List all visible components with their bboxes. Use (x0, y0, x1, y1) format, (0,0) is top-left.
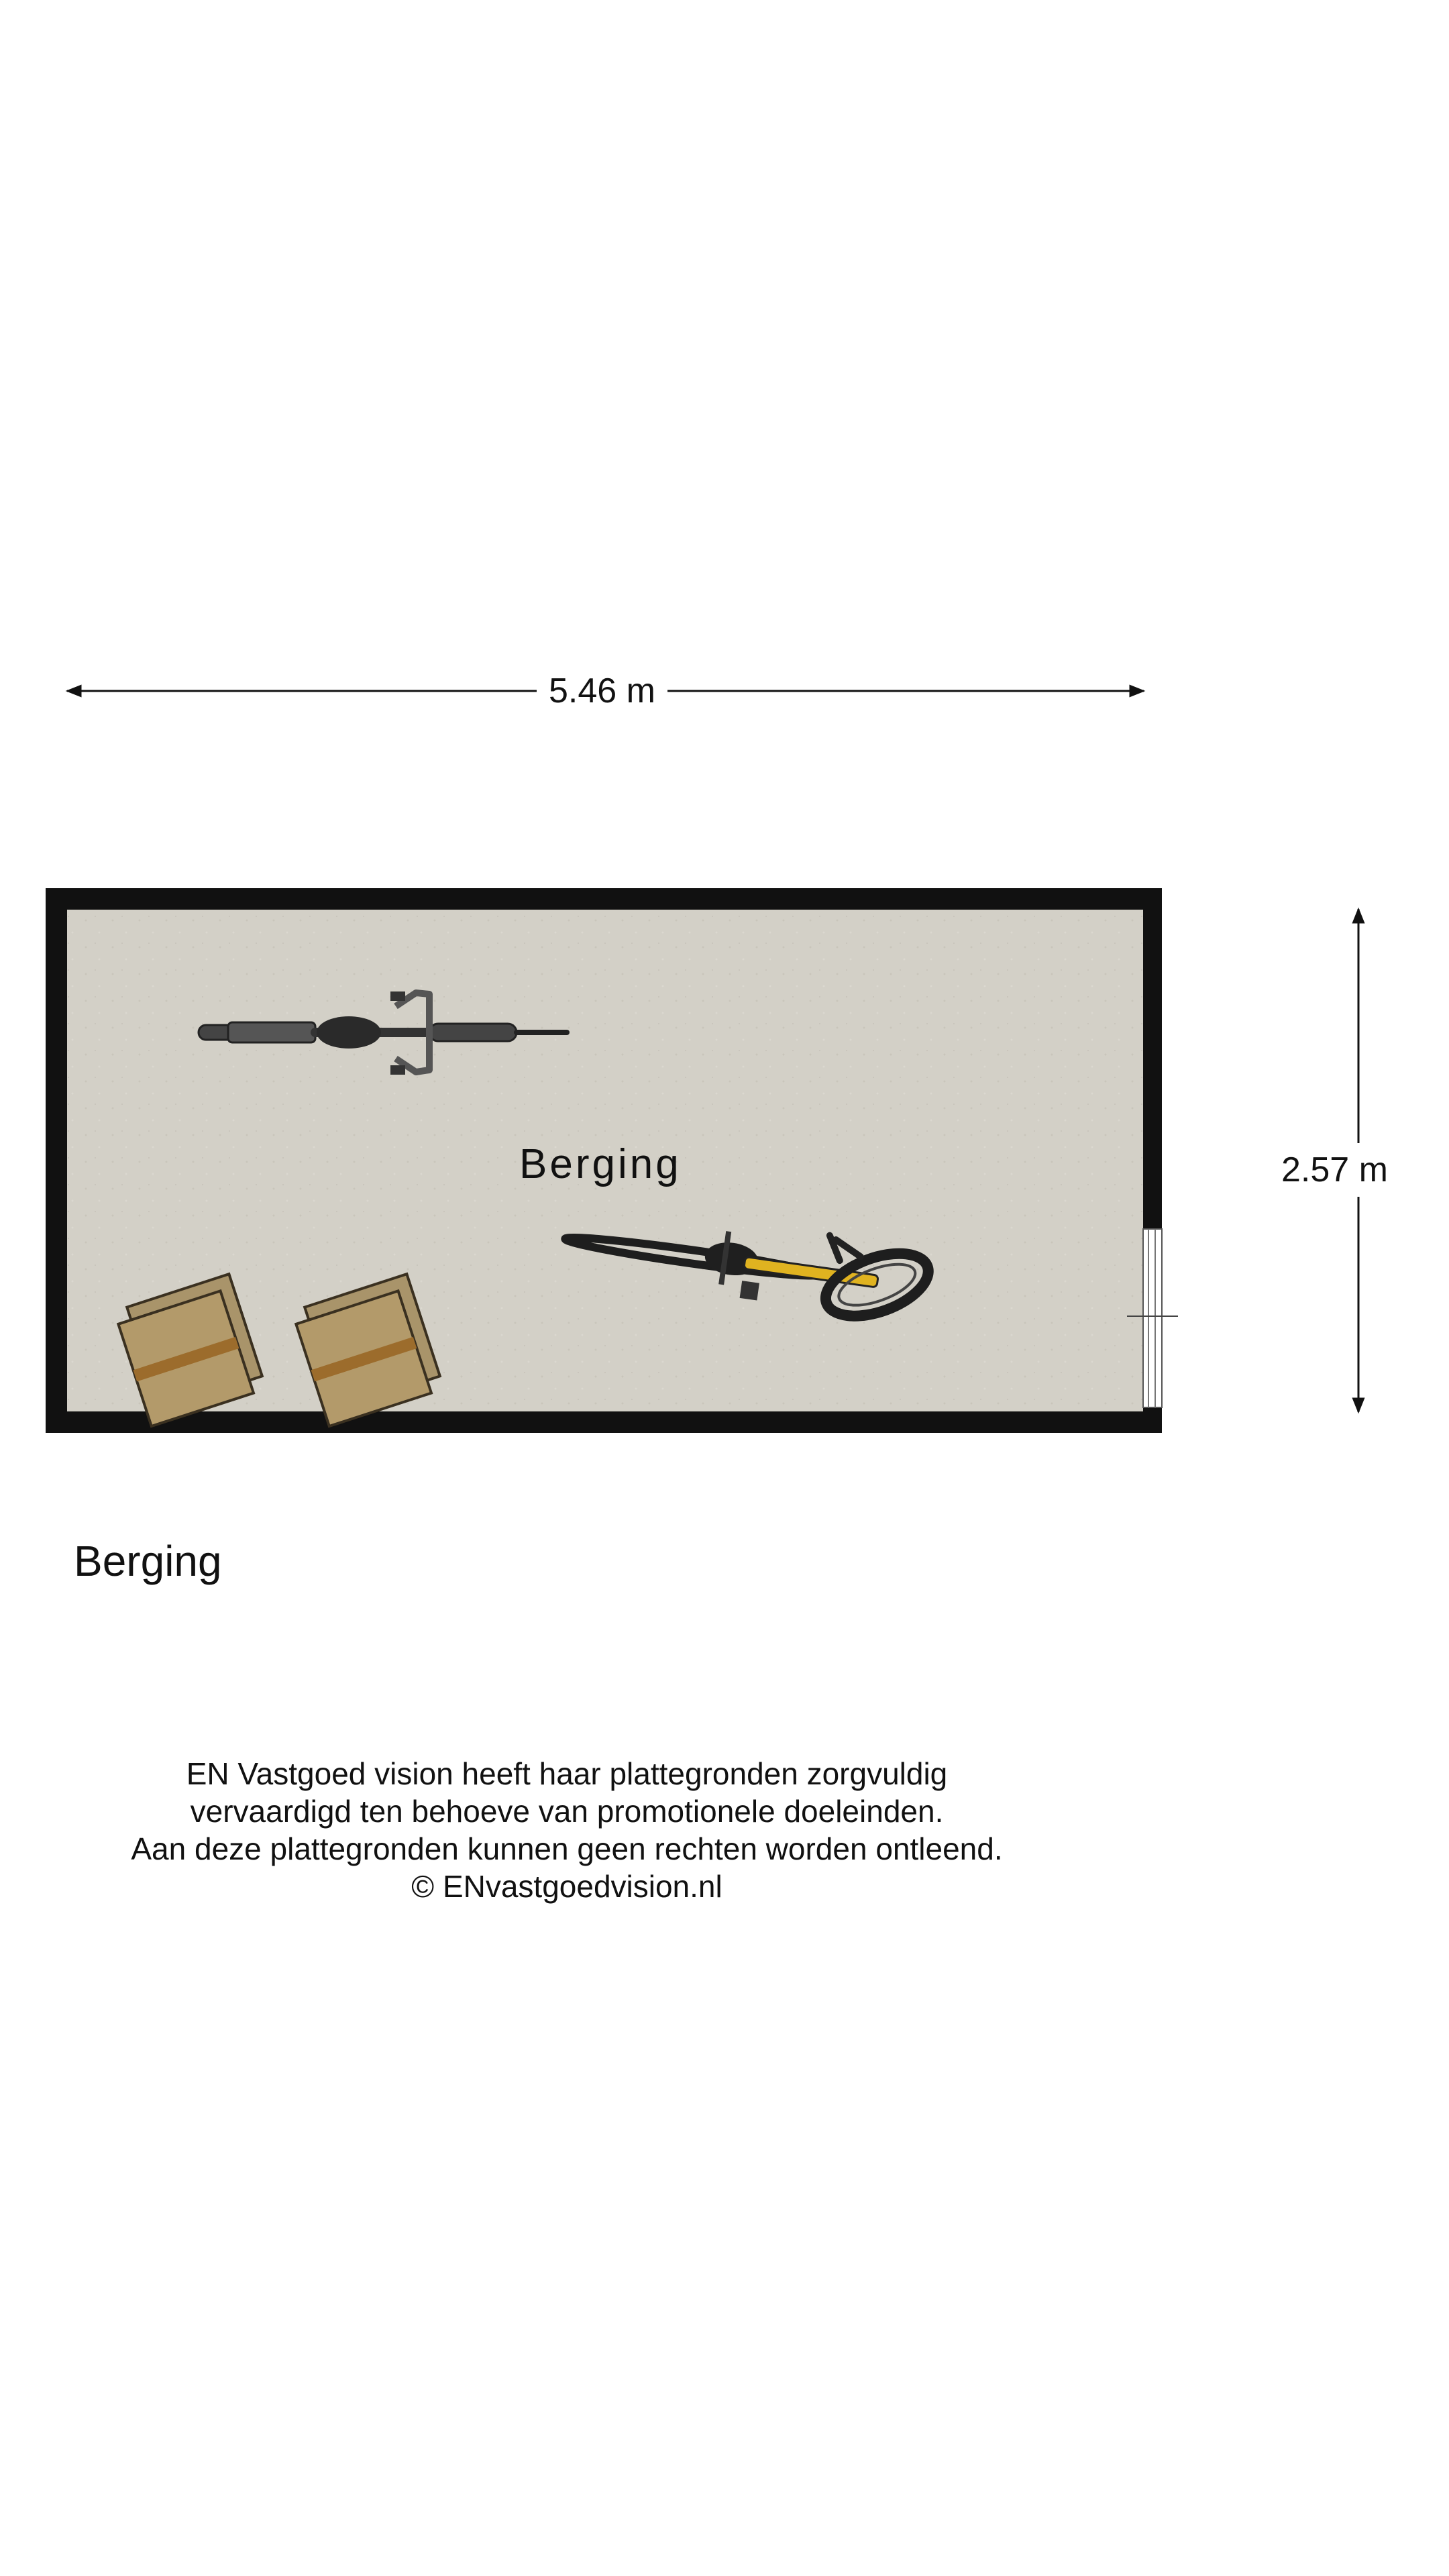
disclaimer-line: vervaardigd ten behoeve van promotionele doeleinden. (190, 1794, 944, 1829)
disclaimer-line: EN Vastgoed vision heeft haar plattegronden zorgvuldig (186, 1756, 948, 1791)
width-dimension-label: 5.46 m (537, 674, 667, 708)
wall-left (46, 888, 67, 1433)
disclaimer (0, 1755, 1134, 1905)
copyright-line: © ENvastgoedvision.nl (411, 1869, 722, 1904)
room-label: Berging (519, 1141, 682, 1187)
wall-right-lower (1143, 1407, 1162, 1433)
wall-right-upper (1143, 888, 1162, 1229)
height-dimension-label: 2.57 m (1281, 1143, 1388, 1197)
floor-title: Berging (74, 1537, 222, 1585)
wall-top (46, 888, 1162, 910)
wall-bottom (46, 1411, 1162, 1433)
disclaimer-line: Aan deze plattegronden kunnen geen rechten worden ontleend. (131, 1831, 1003, 1866)
